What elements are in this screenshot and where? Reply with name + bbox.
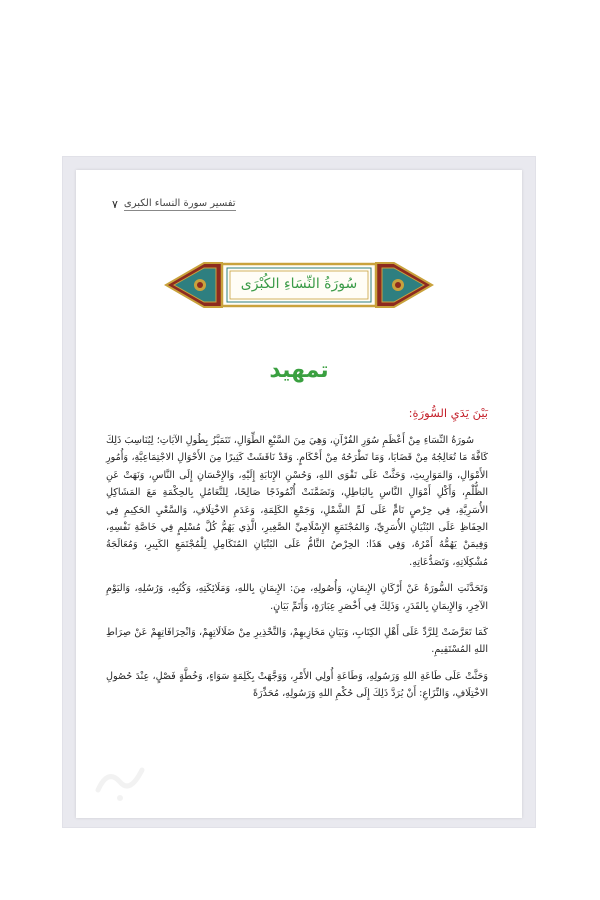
body-text bbox=[106, 432, 488, 712]
page-number: ٧ bbox=[112, 197, 118, 211]
watermark-logo-icon bbox=[94, 760, 146, 804]
sub-heading: بَيْنَ يَدَيِ السُّورَةِ: bbox=[408, 406, 488, 420]
paragraph: وَتَحَدَّثَتِ السُّورَةُ عَنْ أَرْكَانِ الإِيمَانِ، وَأُصُولِهِ، مِنَ: الإِيمَانِ بِاللهِ، وَمَلَائِكَتِهِ، وَكُتُبِهِ، وَرُسُلِهِ، وَاليَوْمِ الآخِرِ، وَالإِيمَانِ بِالقَدَرِ، وَذَلِكَ فِي أَخْصَرِ عِبَارَةٍ، وَأَتَمِّ بَيَانٍ. bbox=[106, 583, 488, 612]
running-header bbox=[112, 190, 486, 218]
paragraph: سُورَةُ النِّسَاءِ مِنْ أَعْظَمِ سُوَرِ القُرْآنِ، وَهِيَ مِنَ السَّبْعِ الطِّوَالِ، تَتَمَيَّزُ بِطُولِ الآيَاتِ؛ لِيُنَاسِبَ ذَلِكَ كَافَّةَ مَا تُعَالِجُهُ مِنْ قَضَايَا، وَمَا تَطْرَحُهُ مِنْ أَحْكَامٍ. وَقَدْ نَاقَشَتْ كَثِيرًا مِنَ الأَحْوَالِ الاجْتِمَاعِيَّةِ، وَأُمُورِ الأَمْوَالِ، وَالمَوَارِيثِ، وَحَثَّتْ عَلَى تَقْوَى اللهِ، وَحُسْنِ الإِنَابَةِ إِلَيْهِ، وَالإِحْسَانِ إِلَى النَّاسِ، وَنَهَتْ عَنِ الظُّلْمِ، وَأَكْلِ أَمْوَالِ النَّاسِ بِالبَاطِلِ، وَتَضَمَّنَتْ أُنْمُوذَجًا صَالِحًا، لِلتَّعَامُلِ بِالحِكْمَةِ مَعَ المَشَاكِلِ الأُسَرِيَّةِ، فِي حِرْصٍ تَامٍّ عَلَى لَمِّ الشَّمْلِ، وَجَمْعِ الكَلِمَةِ، وَعَدَمِ الاخْتِلَافِ، وَالسَّعْيِ الحَكِيمِ فِي الحِفَاظِ عَلَى البُنْيَانِ الأُسَرِيِّ، وَالمُجْتَمَعِ الإِسْلَامِيِّ الصَّغِيرِ، الَّذِي يَهُمُّ كُلَّ مُسْلِمٍ فِي خَاصَّةِ نَفْسِهِ، وَفِيمَنْ يَهُمُّهُ أَمْرُهُ، وَفِي هَذَا: الحِرْصُ التَّامُّ عَلَى البُنْيَانِ المُتَكَامِلِ لِلْمُجْتَمَعِ الكَبِيرِ، وَمُعَالَجَةُ مُشْكِلَاتِهِ، وَتَصَدُّعَاتِهِ. bbox=[106, 435, 488, 568]
ornamental-surah-banner bbox=[164, 260, 434, 310]
paragraph: وَحَثَّتْ عَلَى طَاعَةِ اللهِ وَرَسُولِهِ، وَطَاعَةِ أُولِي الأَمْرِ، وَوَجَّهَتْ بِكَلِمَةٍ سَوَاءٍ، وَخُطَّةٍ فَصْلٍ، عِنْدَ حُصُولِ الاخْتِلَافِ، وَالنِّزَاعِ: أَنْ يُرَدَّ ذَلِكَ إِلَى حُكْمِ اللهِ وَرَسُولِهِ، مُحَذِّرَةً bbox=[106, 670, 488, 700]
banner-title: سُورَةُ النِّسَاءِ الكُبْرَى bbox=[240, 276, 358, 292]
section-heading: تمهيد bbox=[269, 358, 329, 383]
book-page bbox=[76, 170, 522, 818]
running-title: تفسير سورة النساء الكبرى bbox=[123, 197, 236, 209]
paragraph: كَمَا تَعَرَّضَتْ لِلرَّدِّ عَلَى أَهْلِ الكِتَابِ، وَبَيَانِ مَخَازِيهِمْ، وَالتَّحْذِيرِ مِنْ ضَلَالَاتِهِمْ، وَانْحِرَافَاتِهِمْ عَنْ صِرَاطِ اللهِ المُسْتَقِيمِ. bbox=[106, 627, 488, 656]
